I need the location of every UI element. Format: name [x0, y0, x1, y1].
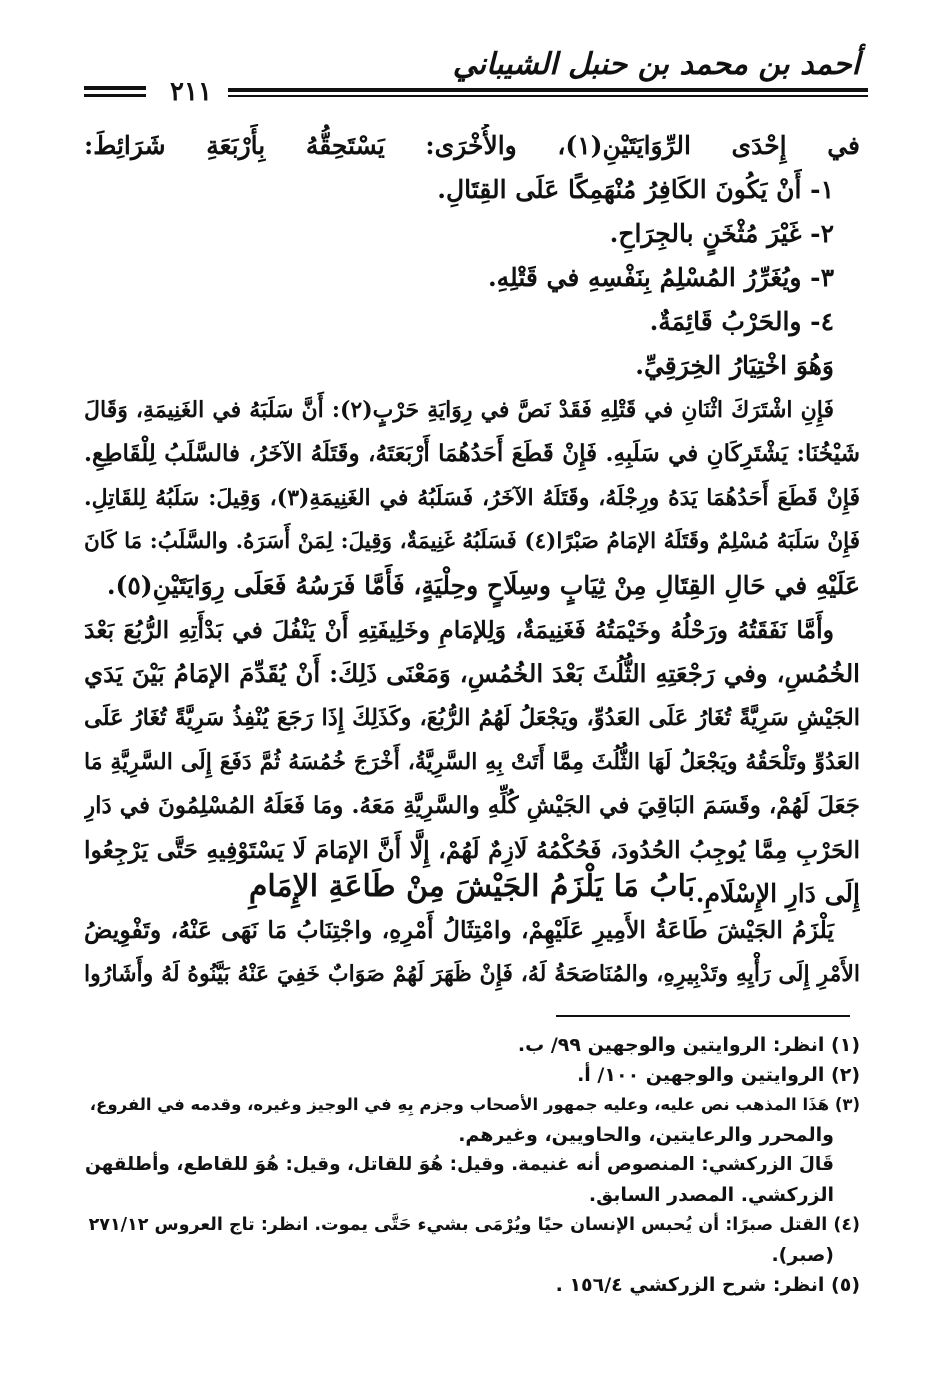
- running-title: أحمد بن محمد بن حنبل الشيباني: [452, 47, 860, 82]
- footnote: (٢) الروايتين والوجهين ١٠٠/ أ.: [577, 1064, 860, 1086]
- footnote-continuation: الزركشي. المصدر السابق.: [588, 1184, 834, 1206]
- section-heading: بَابُ مَا يَلْزَمُ الجَيْشَ مِنْ طَاعَةِ الإِمَامِ: [248, 869, 696, 904]
- footnote-continuation: (صبر).: [771, 1244, 834, 1266]
- section-text: [84, 908, 860, 996]
- text-line: عَلَيْهِ في حَالِ القِتَالِ مِنْ ثِيَابٍ وسِلَاحٍ وحِلْيَةٍ، فَأَمَّا فَرَسُهُ فَعَلَى رِوَايَتَيْنِ(٥).: [106, 571, 860, 600]
- footnote-continuation: قَالَ الزركشي: المنصوص أنه غنيمة. وقيل: هُوَ للقاتل، وقيل: هُوَ للقاطع، وأطلقهن: [84, 1154, 834, 1175]
- footnote: (١) انظر: الروايتين والوجهين ٩٩/ ب.: [517, 1034, 860, 1056]
- text-line: في إِحْدَى الرِّوَايَتَيْنِ(١)، والأُخْرَى: يَسْتَحِقُّهُ بِأَرْبَعَةِ شَرَائِطَ:: [84, 131, 860, 160]
- list-item: ٣- ويُغَرِّرُ المُسْلِمُ بِنَفْسِهِ في قَتْلِهِ.: [487, 263, 834, 292]
- text-line: الخُمُسِ، وفي رَجْعَتِهِ الثُّلُثَ بَعْدَ الخُمُسِ، وَمَعْنَى ذَلِكَ: أَنْ يُقَدِّمَ الإمَامُ بَيْنَ يَدَي: [84, 659, 860, 688]
- footnotes: [84, 1030, 860, 1300]
- text-line: الأَمْرِ إِلَى رَأْيِهِ وتَدْبِيرِهِ، والمُنَاصَحَةُ لَهُ، فَإِنْ ظَهَرَ لَهُمْ صَوَابٌ خَفِيَ عَنْهُ بَيَّنُوهُ لَهُ وأَشَارُوا: [84, 961, 860, 987]
- main-text: [84, 124, 860, 916]
- text-line: الحَرْبِ مِمَّا يُوجِبُ الحُدُودَ، فَحُكْمُهُ لَازِمٌ لَهُمْ، إِلَّا أَنَّ الإمَامَ لَا يَسْتَوْفِيهِ حَتَّى يَرْجِعُوا: [84, 836, 860, 864]
- footnote-separator: [556, 1015, 850, 1017]
- footnote: (٤) القتل صبرًا: أن يُحبس الإنسان حيًا ويُرْمَى بشيء حَتَّى يموت. انظر: تاج العروس ٢٧١/١٢: [88, 1215, 860, 1235]
- text-line: وأَمَّا نَفَقَتُهُ ورَحْلُهُ وخَيْمَتُهُ فَغَنِيمَةٌ، وَلِلإمَامِ وخَلِيفَتِهِ أَنْ يَنْفُلَ في بَدْأَتِهِ الرُّبُعَ بَعْدَ: [84, 616, 834, 644]
- text-line: فَإِنِ اشْتَرَكَ اثْنَانِ في قَتْلِهِ فَقَدْ نَصَّ في رِوَايَةِ حَرْبٍ(٢): أَنَّ سَلَبَهُ في الغَنِيمَةِ، وَقَالَ: [84, 397, 835, 423]
- text-line: فَإِنْ سَلَبَهُ مُسْلِمٌ وقَتَلَهُ الإمَامُ صَبْرًا(٤) فَسَلَبُهُ غَنِيمَةٌ، وَقِيلَ: لِمَنْ أَسَرَهُ. والسَّلَبُ: مَا كَانَ: [84, 529, 860, 554]
- text-line: إِلَى دَارِ الإِسْلَامِ.: [695, 879, 860, 908]
- footnote-continuation: والمحرر والرعايتين، والحاويين، وغيرهم.: [458, 1124, 834, 1146]
- list-item: ٢- غَيْرَ مُثْخَنٍ بالجِرَاحِ.: [609, 219, 834, 248]
- text-line: الجَيْشِ سَرِيَّةً تُغَارُ عَلَى العَدُوِّ، ويَجْعَلُ لَهُمُ الرُّبُعَ، وكَذَلِكَ إِذَا رَجَعَ يُنْفِذُ سَرِيَّةً تُغَارُ عَلَى: [84, 705, 860, 731]
- footnote: (٥) انظر: شرح الزركشي ١٥٦/٤ .: [555, 1274, 860, 1296]
- text-line: العَدُوِّ وتَلْحَقُهُ ويَجْعَلُ لَهَا الثُّلُثَ مِمَّا أَتَتْ بِهِ السَّرِيَّةُ، أَخْرَجَ خُمُسَهُ ثُمَّ دَفَعَ إِلَى السَّرِيَّةِ مَا: [84, 749, 860, 775]
- page-number-rule: [84, 86, 146, 90]
- text-line: شَيْخُنَا: يَشْتَرِكَانِ في سَلَبِهِ. فَإِنْ قَطَعَ أَحَدُهُمَا أَرْبَعَتَهُ، وقَتَلَهُ الآخَرُ، فالسَّلَبُ لِلْقَاطِعِ.: [84, 440, 860, 467]
- header-rule: [228, 88, 868, 92]
- page-number: ٢١١: [170, 77, 212, 107]
- text-line: جَعَلَ لَهُمْ، وقَسَمَ البَاقِيَ في الجَيْشِ كُلِّهِ والسَّرِيَّةِ مَعَهُ. ومَا فَعَلَهُ المُسْلِمُونَ في دَارِ: [84, 792, 860, 819]
- text-line: يَلْزَمُ الجَيْشَ طَاعَةُ الأَمِيرِ عَلَيْهِمْ، وامْتِثَالُ أَمْرِهِ، واجْتِنَابُ مَا نَهَى عَنْهُ، وتَفْوِيضُ: [84, 916, 834, 944]
- text-line: وَهُوَ اخْتِيَارُ الخِرَقِيِّ.: [635, 351, 834, 380]
- list-item: ١- أَنْ يَكُونَ الكَافِرُ مُنْهَمِكًا عَلَى القِتَالِ.: [437, 175, 834, 204]
- footnote: (٣) هَذَا المذهب نص عليه، وعليه جمهور الأصحاب وجزم بِهِ في الوجيز وغيره، وقدمه في الفروع،: [89, 1095, 860, 1114]
- list-item: ٤- والحَرْبُ قَائِمَةٌ.: [649, 307, 834, 336]
- text-line: فَإِنْ قَطَعَ أَحَدُهُمَا يَدَهُ ورِجْلَهُ، وقَتَلَهُ الآخَرُ، فَسَلَبُهُ في الغَنِيمَةِ(٣)، وَقِيلَ: سَلَبُهُ لِلقَاتِلِ.: [84, 485, 860, 511]
